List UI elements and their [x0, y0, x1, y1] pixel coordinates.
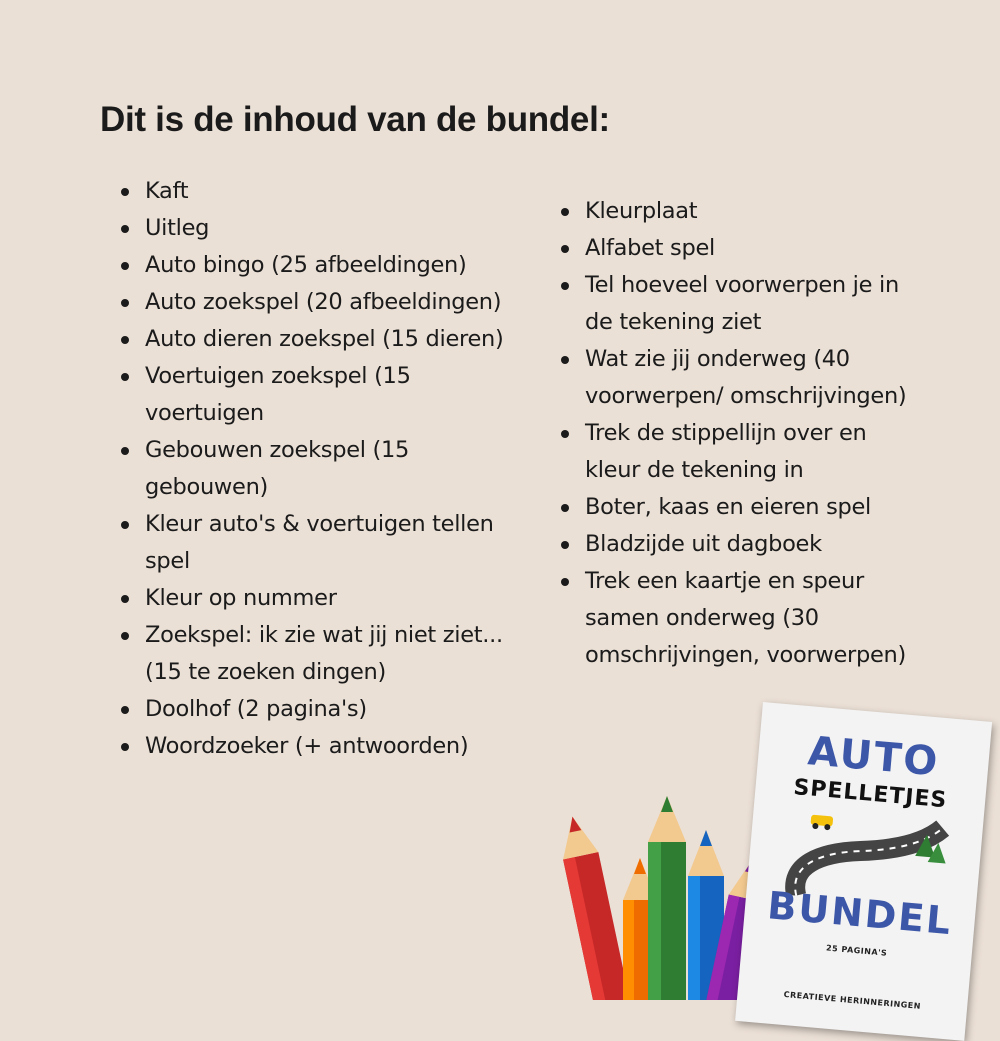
contents-list-left: [100, 173, 510, 765]
list-item: Bladzijde uit dagboek: [540, 526, 920, 563]
list-item: Kaft: [100, 173, 510, 210]
list-item: Tel hoeveel voorwerpen je in de tekening ziet: [540, 267, 920, 341]
contents-list-right: [540, 193, 920, 674]
list-item: Kleur auto's & voertuigen tellen spel: [100, 506, 510, 580]
list-item: Voertuigen zoekspel (15 voertuigen: [100, 358, 510, 432]
list-item: Wat zie jij onderweg (40 voorwerpen/ omschrijvingen): [540, 341, 920, 415]
list-item: Kleur op nummer: [100, 580, 510, 617]
list-item: Trek de stippellijn over en kleur de tekening in: [540, 415, 920, 489]
list-item: Kleurplaat: [540, 193, 920, 230]
book-title-spelletjes: SPELLETJES: [792, 775, 949, 814]
list-item: Trek een kaartje en speur samen onderweg (30 omschrijvingen, voorwerpen): [540, 563, 920, 674]
page-title: Dit is de inhoud van de bundel:: [100, 100, 610, 139]
list-item: Auto zoekspel (20 afbeeldingen): [100, 284, 510, 321]
list-item: Zoekspel: ik zie wat jij niet ziet... (15 te zoeken dingen): [100, 617, 510, 691]
book-title-bundel: BUNDEL: [765, 883, 955, 944]
list-item: Doolhof (2 pagina's): [100, 691, 510, 728]
book-pages: 25 PAGINA'S: [825, 943, 888, 958]
list-item: Boter, kaas en eieren spel: [540, 489, 920, 526]
list-item: Gebouwen zoekspel (15 gebouwen): [100, 432, 510, 506]
list-item: Alfabet spel: [540, 230, 920, 267]
list-item: Auto bingo (25 afbeeldingen): [100, 247, 510, 284]
list-item: Uitleg: [100, 210, 510, 247]
book-brand: CREATIEVE HERINNERINGEN: [783, 989, 922, 1011]
list-item: Woordzoeker (+ antwoorden): [100, 728, 510, 765]
book-title-auto: AUTO: [806, 728, 942, 786]
book-cover-image: [735, 702, 992, 1041]
list-item: Auto dieren zoekspel (15 dieren): [100, 321, 510, 358]
